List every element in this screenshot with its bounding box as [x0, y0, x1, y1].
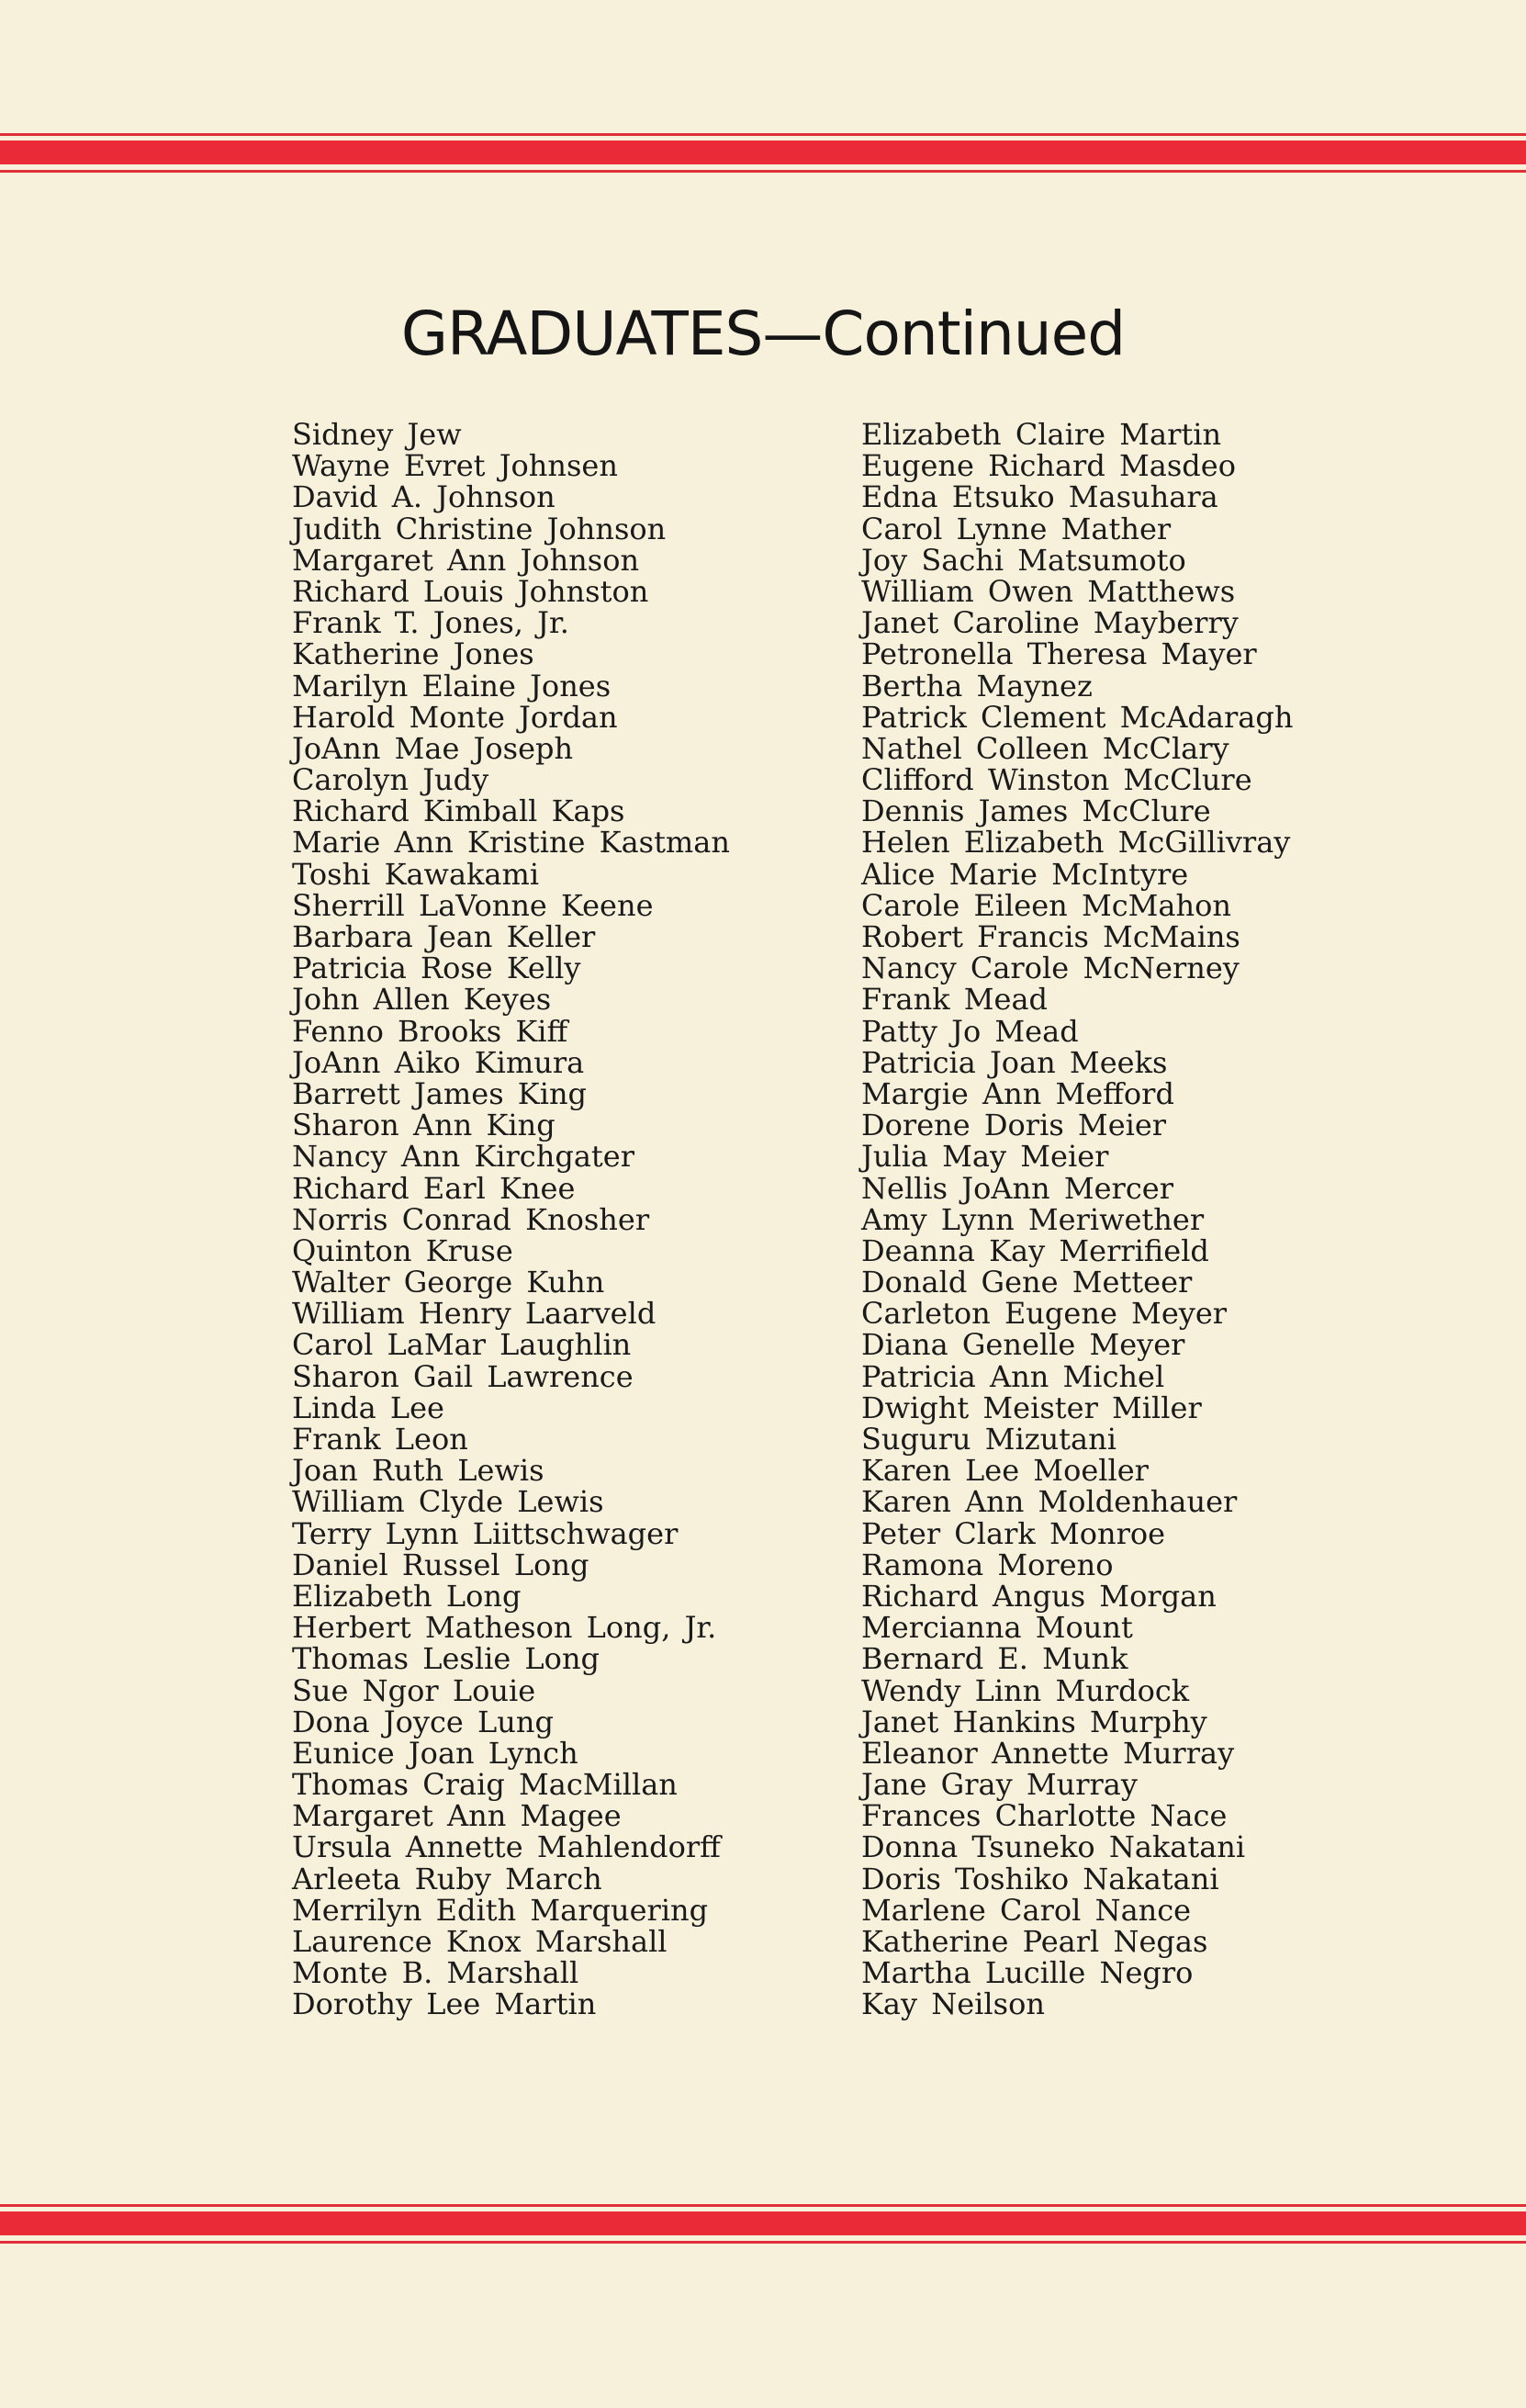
graduate-name: Joy Sachi Matsumoto: [861, 542, 1186, 578]
graduate-name: Marilyn Elaine Jones: [292, 668, 612, 703]
graduate-name: Donald Gene Metteer: [861, 1265, 1193, 1300]
graduate-name: Daniel Russel Long: [292, 1547, 589, 1582]
bottom-border-thin-line-lower: [0, 2241, 1526, 2244]
graduate-name: Wendy Linn Murdock: [861, 1672, 1190, 1708]
graduate-name: Peter Clark Monroe: [861, 1515, 1166, 1551]
graduate-name: Nellis JoAnn Mercer: [861, 1170, 1173, 1206]
top-border-thin-line-lower: [0, 170, 1526, 173]
graduate-name: Toshi Kawakami: [292, 856, 540, 892]
graduate-name: Diana Genelle Meyer: [861, 1327, 1185, 1363]
bottom-border-thin-line-upper: [0, 2204, 1526, 2207]
graduate-name: Bernard E. Munk: [861, 1641, 1128, 1677]
graduate-name: Karen Ann Moldenhauer: [861, 1484, 1238, 1520]
graduate-name: Carol Lynne Mather: [861, 511, 1172, 546]
graduate-name: Sidney Jew: [292, 417, 462, 452]
graduate-name: Harold Monte Jordan: [292, 699, 618, 735]
graduate-name: Alice Marie McIntyre: [861, 856, 1189, 892]
graduate-name: Sue Ngor Louie: [292, 1672, 536, 1708]
graduate-name: Thomas Craig MacMillan: [292, 1767, 678, 1803]
graduate-name: William Henry Laarveld: [292, 1296, 656, 1332]
graduate-name: Patricia Ann Michel: [861, 1358, 1165, 1394]
graduate-name: Margie Ann Mefford: [861, 1075, 1174, 1111]
graduate-name: Bertha Maynez: [861, 668, 1093, 703]
graduate-name: Laurence Knox Marshall: [292, 1924, 668, 1959]
graduate-name: Nathel Colleen McClary: [861, 730, 1229, 766]
graduate-name: William Owen Matthews: [861, 573, 1236, 609]
graduate-name: Patricia Rose Kelly: [292, 951, 581, 986]
graduate-name: Janet Hankins Murphy: [861, 1704, 1207, 1739]
graduate-name: Richard Louis Johnston: [292, 573, 649, 609]
bottom-border-thick-line: [0, 2211, 1526, 2235]
graduate-name: Katherine Pearl Negas: [861, 1924, 1208, 1959]
graduate-name: Frank Mead: [861, 982, 1049, 1018]
graduate-name: Nancy Carole McNerney: [861, 951, 1240, 986]
graduate-name: Quinton Kruse: [292, 1232, 513, 1268]
graduate-name: Linda Lee: [292, 1390, 444, 1425]
top-border-thin-line-upper: [0, 133, 1526, 136]
names-column-left: [292, 419, 730, 2020]
page-title: GRADUATES—Continued: [400, 298, 1126, 369]
top-border-thick-line: [0, 141, 1526, 164]
graduate-name: Jane Gray Murray: [861, 1767, 1138, 1803]
graduate-name: Sherrill LaVonne Keene: [292, 887, 654, 923]
graduate-name: Elizabeth Claire Martin: [861, 417, 1222, 452]
graduate-name: Frank T. Jones, Jr.: [292, 605, 569, 641]
graduate-name: Elizabeth Long: [292, 1578, 522, 1614]
graduate-name: Richard Angus Morgan: [861, 1578, 1217, 1614]
graduate-name: Thomas Leslie Long: [292, 1641, 600, 1677]
graduate-name: Merrilyn Edith Marquering: [292, 1892, 709, 1928]
graduate-name: Kay Neilson: [861, 1986, 1045, 2022]
graduate-name: Carleton Eugene Meyer: [861, 1296, 1228, 1332]
graduate-name: Patrick Clement McAdaragh: [861, 699, 1294, 735]
graduate-name: David A. Johnson: [292, 479, 555, 515]
graduate-name: Patricia Joan Meeks: [861, 1044, 1168, 1080]
graduate-name: Julia May Meier: [861, 1139, 1109, 1175]
graduate-name: JoAnn Aiko Kimura: [292, 1044, 585, 1080]
graduate-name: Joan Ruth Lewis: [292, 1453, 544, 1489]
graduate-name: Dorene Doris Meier: [861, 1108, 1167, 1143]
graduate-name: Carole Eileen McMahon: [861, 887, 1231, 923]
graduate-name: Helen Elizabeth McGillivray: [861, 825, 1291, 861]
graduate-name: Ursula Annette Mahlendorff: [292, 1829, 721, 1865]
graduate-name: Wayne Evret Johnsen: [292, 448, 618, 484]
graduate-name: Suguru Mizutani: [861, 1422, 1116, 1457]
graduate-name: Edna Etsuko Masuhara: [861, 479, 1218, 515]
graduate-name: Dennis James McClure: [861, 793, 1211, 829]
graduate-name: Donna Tsuneko Nakatani: [861, 1829, 1246, 1865]
graduate-name: Barrett James King: [292, 1075, 588, 1111]
graduate-name: Katherine Jones: [292, 636, 534, 672]
graduate-name: William Clyde Lewis: [292, 1484, 604, 1520]
graduate-name: Margaret Ann Johnson: [292, 542, 640, 578]
graduate-name: Sharon Gail Lawrence: [292, 1358, 634, 1394]
graduate-name: Janet Caroline Mayberry: [861, 605, 1239, 641]
graduate-name: Petronella Theresa Mayer: [861, 636, 1257, 672]
graduate-name: Sharon Ann King: [292, 1108, 555, 1143]
graduate-name: Karen Lee Moeller: [861, 1453, 1149, 1489]
graduate-name: Patty Jo Mead: [861, 1013, 1079, 1049]
graduate-name: Carolyn Judy: [292, 762, 489, 798]
graduate-name: Carol LaMar Laughlin: [292, 1327, 632, 1363]
graduate-name: Deanna Kay Merrifield: [861, 1232, 1209, 1268]
graduate-name: Terry Lynn Liittschwager: [292, 1515, 679, 1551]
graduate-name: Amy Lynn Meriwether: [861, 1201, 1205, 1237]
graduate-name: John Allen Keyes: [292, 982, 552, 1018]
graduate-name: Walter George Kuhn: [292, 1265, 605, 1300]
graduate-name: Dwight Meister Miller: [861, 1390, 1202, 1425]
graduate-name: Dona Joyce Lung: [292, 1704, 554, 1739]
graduate-name: Frank Leon: [292, 1422, 468, 1457]
graduate-name: Frances Charlotte Nace: [861, 1798, 1228, 1834]
graduate-name: Robert Francis McMains: [861, 919, 1240, 954]
graduate-name: Mercianna Mount: [861, 1610, 1133, 1646]
graduate-name: Arleeta Ruby March: [292, 1861, 602, 1896]
graduate-name: Margaret Ann Magee: [292, 1798, 622, 1834]
graduate-name: Barbara Jean Keller: [292, 919, 596, 954]
graduate-name: Eunice Joan Lynch: [292, 1735, 578, 1771]
graduate-name: Ramona Moreno: [861, 1547, 1114, 1582]
graduate-name: Doris Toshiko Nakatani: [861, 1861, 1219, 1896]
graduate-name: Martha Lucille Negro: [861, 1955, 1194, 1991]
graduate-name: Norris Conrad Knosher: [292, 1201, 650, 1237]
graduate-name: Nancy Ann Kirchgater: [292, 1139, 634, 1175]
names-column-right: [861, 419, 1293, 2020]
graduate-name: Herbert Matheson Long, Jr.: [292, 1610, 717, 1646]
graduate-name: Eugene Richard Masdeo: [861, 448, 1236, 484]
graduate-name: Fenno Brooks Kiff: [292, 1013, 568, 1049]
graduate-name: Judith Christine Johnson: [292, 511, 667, 546]
graduate-name: Dorothy Lee Martin: [292, 1986, 597, 2022]
graduate-name: Marie Ann Kristine Kastman: [292, 825, 730, 861]
graduate-name: JoAnn Mae Joseph: [292, 730, 574, 766]
graduate-name: Marlene Carol Nance: [861, 1892, 1192, 1928]
graduate-name: Richard Earl Knee: [292, 1170, 576, 1206]
graduate-name: Clifford Winston McClure: [861, 762, 1252, 798]
graduate-name: Monte B. Marshall: [292, 1955, 579, 1991]
graduate-name: Eleanor Annette Murray: [861, 1735, 1235, 1771]
graduate-name: Richard Kimball Kaps: [292, 793, 625, 829]
